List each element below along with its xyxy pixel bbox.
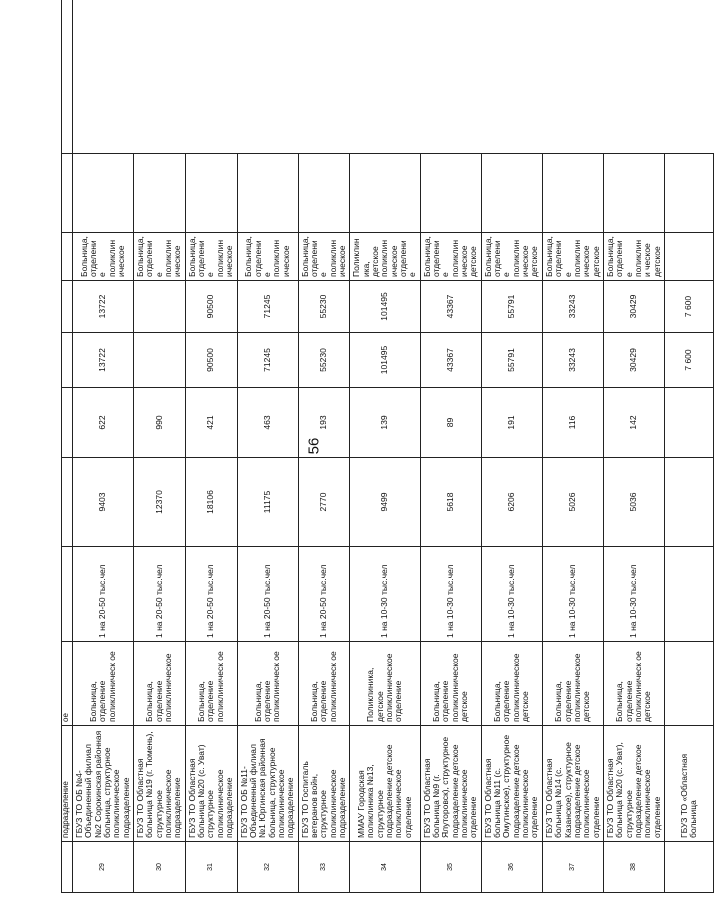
cell-type-secondary: Больница, отделение поликлини ческое детское <box>603 233 664 281</box>
rotated-table-wrapper <box>61 16 698 893</box>
cell-organization: подразделение <box>62 726 73 842</box>
cell-empty <box>298 154 350 233</box>
cell-empty <box>62 0 73 154</box>
cell-value: 33243 <box>542 281 603 333</box>
cell-value <box>62 388 73 458</box>
cell-value: 193 <box>298 388 350 458</box>
cell-number <box>664 842 713 893</box>
cell-value: 43367 <box>420 281 481 333</box>
cell-value: 90500 <box>185 333 237 388</box>
table-row <box>73 0 134 893</box>
cell-value: 463 <box>237 388 298 458</box>
cell-value: 622 <box>73 388 134 458</box>
table-row <box>420 0 481 893</box>
cell-type-secondary: Больница, отделение поликлиническое <box>237 233 298 281</box>
cell-type: Больница, отделение поликлиническое детское <box>542 642 603 726</box>
cell-norm: 1 на 10-30 тыс.чел <box>603 547 664 642</box>
cell-number: 31 <box>185 842 237 893</box>
cell-value: 89 <box>420 388 481 458</box>
cell-number: 37 <box>542 842 603 893</box>
cell-value: 9499 <box>350 458 420 547</box>
cell-value: 11175 <box>237 458 298 547</box>
cell-type-secondary: Поликлиника, детское поликлиническое отделение <box>350 233 420 281</box>
cell-value <box>62 458 73 547</box>
cell-empty <box>73 154 134 233</box>
cell-number: 29 <box>73 842 134 893</box>
cell-type-secondary <box>62 154 73 233</box>
cell-organization: ГБУЗ ТО Областная больница №20 (с. Уват), структурное подразделение детское поликлиническое отделение <box>603 726 664 842</box>
table-row <box>664 0 713 893</box>
table-row <box>481 0 542 893</box>
cell-empty <box>420 154 481 233</box>
cell-value: 55791 <box>481 281 542 333</box>
cell-type: Больница, отделение поликлиническ ое детское <box>603 642 664 726</box>
table-row <box>603 0 664 893</box>
cell-number: 38 <box>603 842 664 893</box>
cell-organization: ГБУЗ ТО ОБ №4- Объединенный филиал №2 Сорокинская районная больница, структурное поликлиническое подразделение <box>73 726 134 842</box>
cell-value: 101495 <box>350 281 420 333</box>
cell-value: 990 <box>134 388 186 458</box>
cell-norm: 1 на 10-30 тыс.чел <box>420 547 481 642</box>
cell-empty <box>481 154 542 233</box>
cell-value: 13722 <box>73 281 134 333</box>
cell-type: Больница, отделение поликлиническ ое <box>73 642 134 726</box>
cell-value: 12370 <box>134 458 186 547</box>
cell-value <box>134 333 186 388</box>
cell-value: 30429 <box>603 281 664 333</box>
cell-value: 5036 <box>603 458 664 547</box>
cell-value: 191 <box>481 388 542 458</box>
cell-norm: 1 на 10-30 тыс.чел <box>350 547 420 642</box>
cell-organization: ГБУЗ ТО Областная больница №11 (с. Омутинское), структурное подразделение детское поликлиническое отделение <box>481 726 542 842</box>
cell-value: 5026 <box>542 458 603 547</box>
cell-type-secondary: Больница, отделение поликлиническое <box>185 233 237 281</box>
cell-value <box>664 388 713 458</box>
cell-type-secondary: Больница, отделение поликлиническое детское <box>481 233 542 281</box>
cell-empty <box>603 154 664 233</box>
cell-value <box>62 333 73 388</box>
cell-type: Больница, отделение поликлиническое <box>134 642 186 726</box>
cell-empty <box>134 154 186 233</box>
cell-value <box>134 281 186 333</box>
cell-value: 5618 <box>420 458 481 547</box>
cell-number: 35 <box>420 842 481 893</box>
table-row <box>237 0 298 893</box>
cell-value: 13722 <box>73 333 134 388</box>
cell-norm: 1 на 20-50 тыс.чел <box>185 547 237 642</box>
cell-organization: ГБУЗ ТО Областная больница №14 (с. Казанское), структурное подразделение детское поликлиническое отделение <box>542 726 603 842</box>
cell-organization: ГБУЗ ТО Областная больница №9 (г. Ялуторовск), структурное подразделение детское поликлиническое отделение <box>420 726 481 842</box>
cell-empty <box>185 154 237 233</box>
cell-type <box>664 642 713 726</box>
cell-number: 30 <box>134 842 186 893</box>
cell-value: 33243 <box>542 333 603 388</box>
cell-organization: ГБУЗ ТО «Областная больница <box>664 726 713 842</box>
cell-organization: ММАУ Городская поликлиника №13, структурное подразделение детское поликлиническое отделение <box>350 726 420 842</box>
cell-type-secondary: Больница, отделение поликлиническое детское <box>542 233 603 281</box>
cell-value <box>62 233 73 281</box>
cell-value: 116 <box>542 388 603 458</box>
cell-value: 71245 <box>237 333 298 388</box>
cell-norm: 1 на 20-50 тыс.чел <box>134 547 186 642</box>
table-row <box>350 0 420 893</box>
cell-value <box>664 458 713 547</box>
cell-value: 2770 <box>298 458 350 547</box>
cell-type: Больница, отделение поликлиническое детское <box>481 642 542 726</box>
table-row <box>542 0 603 893</box>
cell-organization: ГБУЗ ТО Областная больница №20 (с. Уват) структурное поликлиническое подразделение <box>185 726 237 842</box>
cell-number: 36 <box>481 842 542 893</box>
cell-organization: ГБУЗ ТО Госпиталь ветеранов войн, структурное поликлиническое подразделение <box>298 726 350 842</box>
cell-value: 55230 <box>298 281 350 333</box>
cell-type: ое <box>62 642 73 726</box>
cell-number <box>62 842 73 893</box>
cell-empty <box>237 154 298 233</box>
table-continuation-row <box>62 0 73 893</box>
cell-value: 43367 <box>420 333 481 388</box>
cell-empty <box>350 154 420 233</box>
table-row <box>185 0 237 893</box>
cell-type-secondary: Больница, отделение поликлиническое детское <box>420 233 481 281</box>
cell-norm: 1 на 20-50 тыс.чел <box>298 547 350 642</box>
cell-value: 55791 <box>481 333 542 388</box>
cell-norm <box>62 547 73 642</box>
facilities-table <box>61 0 714 893</box>
cell-type: Больница, отделение поликлиническое детское <box>420 642 481 726</box>
page-number: 56 <box>305 437 323 455</box>
cell-norm: 1 на 10-30 тыс.чел <box>481 547 542 642</box>
cell-norm <box>664 547 713 642</box>
cell-value: 30429 <box>603 333 664 388</box>
cell-norm: 1 на 10-30 тыс.чел <box>542 547 603 642</box>
cell-empty <box>542 154 603 233</box>
cell-type: Больница, отделение поликлиническ ое <box>298 642 350 726</box>
cell-value: 71245 <box>237 281 298 333</box>
cell-value: 9403 <box>73 458 134 547</box>
cell-organization: ГБУЗ ТО ОБ №11- Объединенный филиал №1 Юргинская районная больница, структурное поликлиническое подразделение <box>237 726 298 842</box>
cell-value: 6206 <box>481 458 542 547</box>
cell-number: 33 <box>298 842 350 893</box>
cell-value: 101495 <box>350 333 420 388</box>
cell-type: Больница, отделение поликлиническ ое <box>185 642 237 726</box>
cell-norm: 1 на 20-50 тыс.чел <box>73 547 134 642</box>
cell-empty <box>664 154 713 233</box>
cell-type-secondary: Больница, отделение поликлиническое <box>298 233 350 281</box>
cell-type: Больница, отделение поликлиническ ое <box>237 642 298 726</box>
cell-type: Поликлиника, детское поликлиническое отделение <box>350 642 420 726</box>
cell-organization: ГБУЗ ТО Областная больница №19 (г. Тюмень), структурное поликлиническое подразделение <box>134 726 186 842</box>
cell-type-secondary: Больница, отделение поликлиническое <box>134 233 186 281</box>
cell-type-secondary: Больница, отделение поликлиническое <box>73 233 134 281</box>
cell-value: 7 600 <box>664 281 713 333</box>
cell-value: 55230 <box>298 333 350 388</box>
cell-value: 18106 <box>185 458 237 547</box>
cell-number: 34 <box>350 842 420 893</box>
cell-value <box>62 281 73 333</box>
cell-value: 90500 <box>185 281 237 333</box>
cell-type-secondary <box>664 233 713 281</box>
table-row <box>134 0 186 893</box>
cell-number: 32 <box>237 842 298 893</box>
table-row <box>298 0 350 893</box>
cell-value: 139 <box>350 388 420 458</box>
cell-value: 7 600 <box>664 333 713 388</box>
cell-value: 421 <box>185 388 237 458</box>
cell-value: 142 <box>603 388 664 458</box>
cell-norm: 1 на 20-50 тыс.чел <box>237 547 298 642</box>
